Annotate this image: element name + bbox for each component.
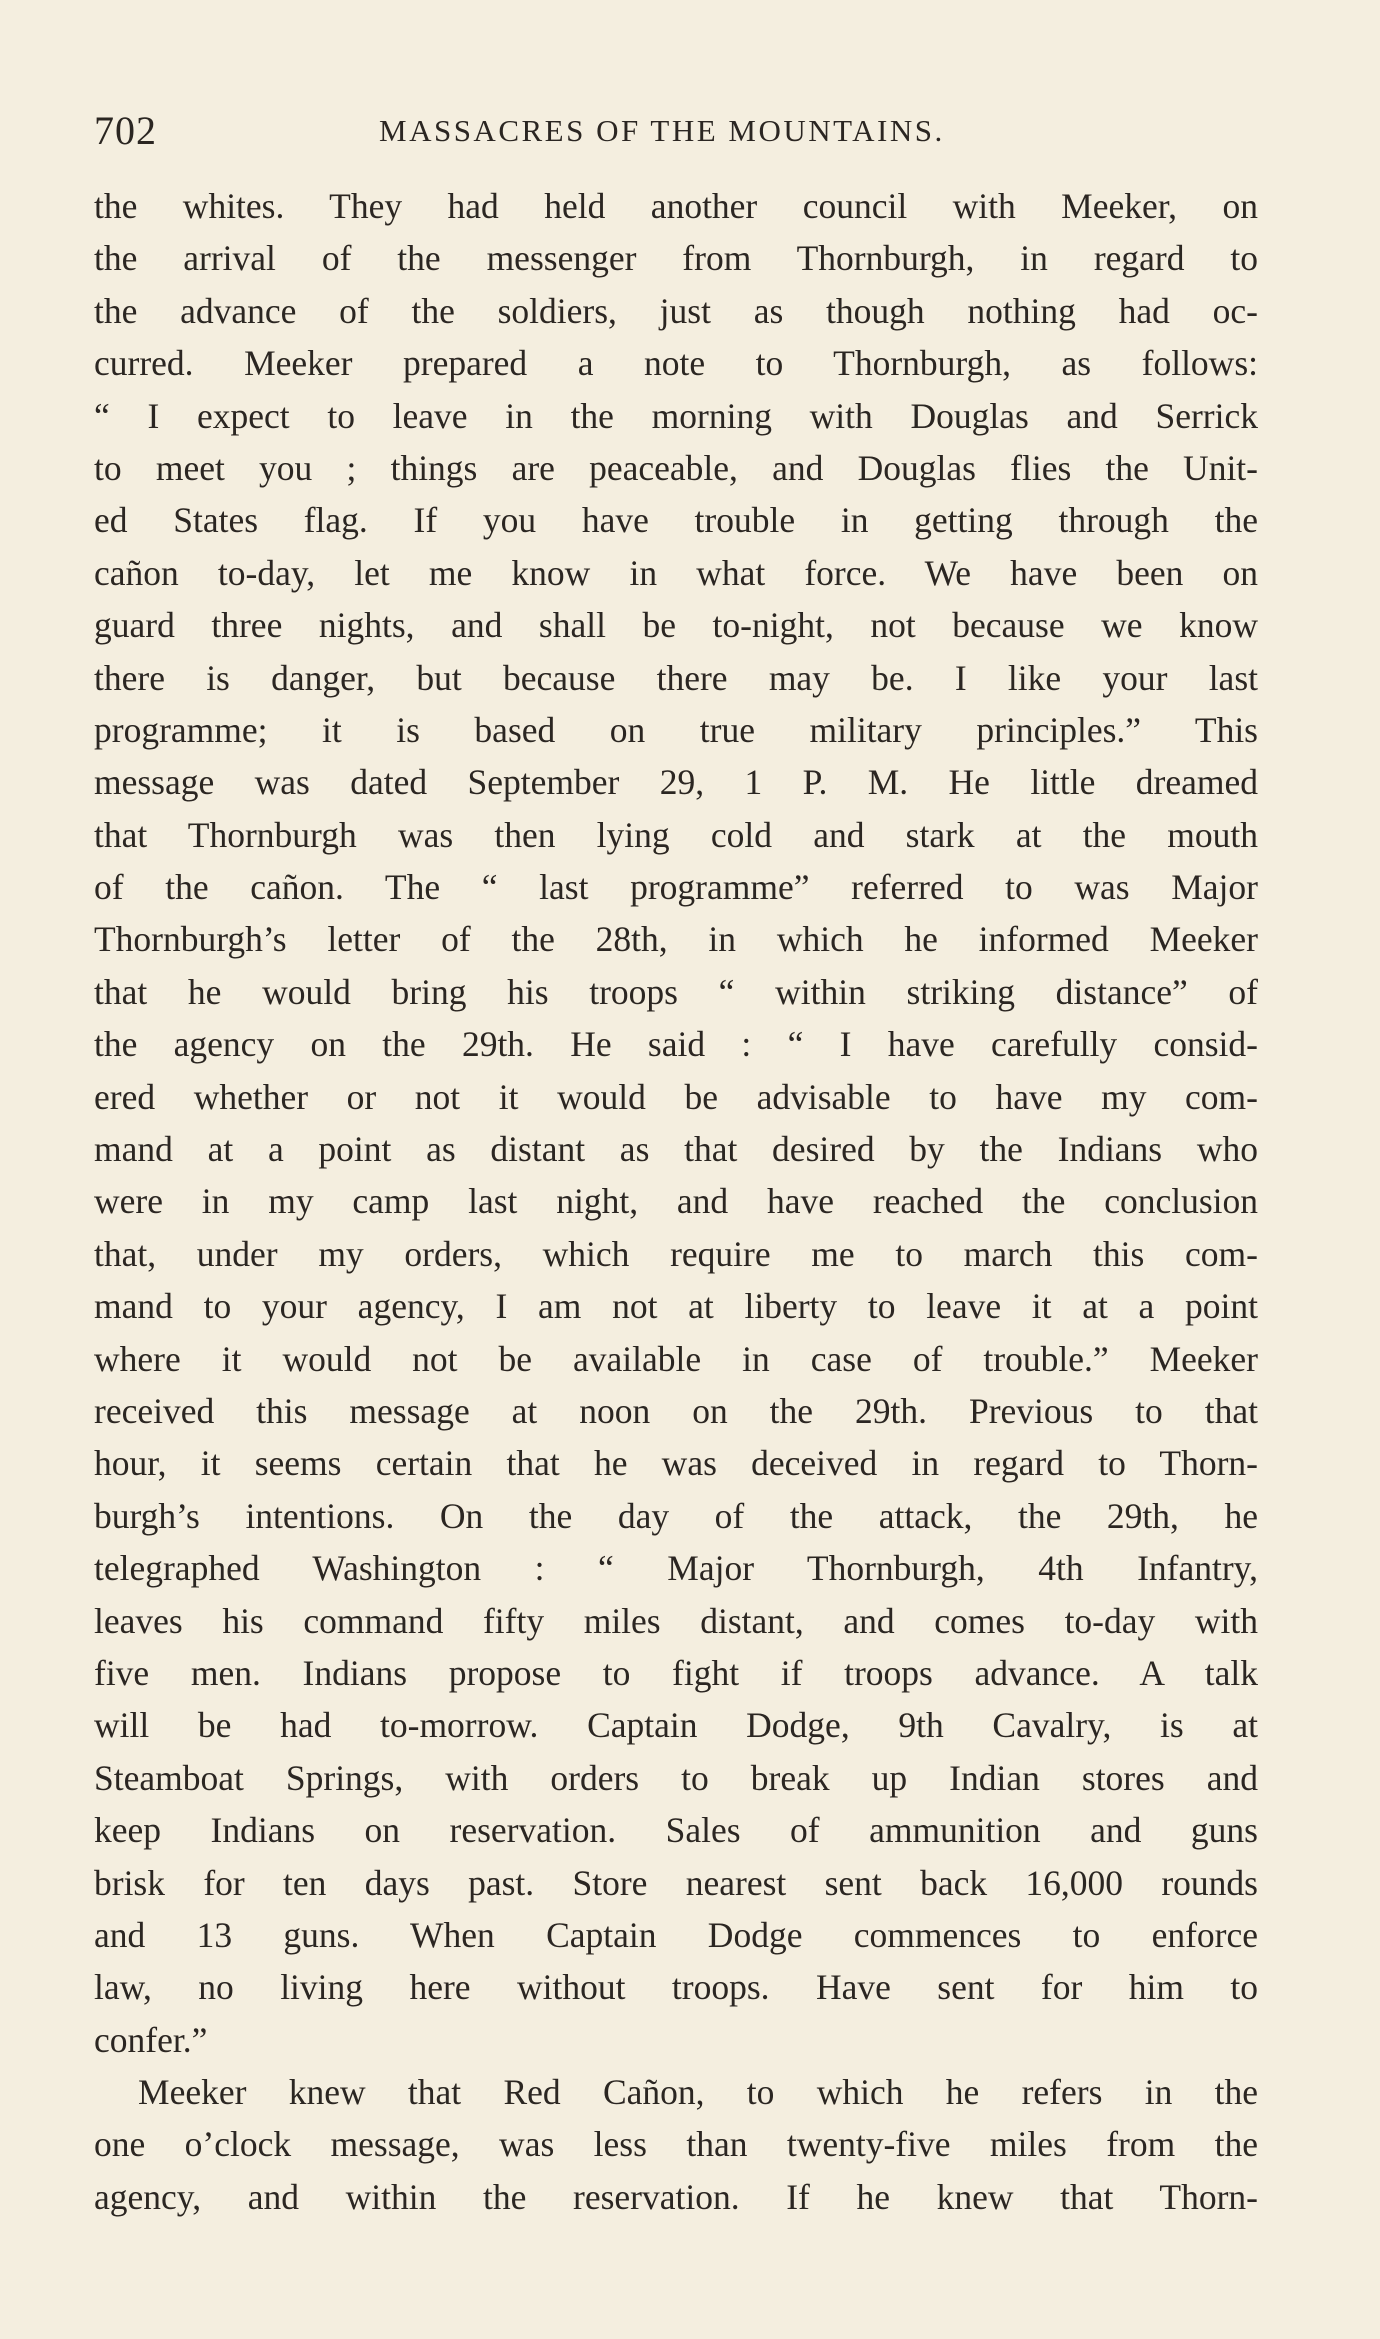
text-line: Thornburgh’s letter of the 28th, in which he informed Meeker [94,919,1258,960]
text-line: five men. Indians propose to fight if troops advance. A talk [94,1652,1258,1693]
text-line: will be had to-morrow. Captain Dodge, 9th Cavalry, is at [94,1705,1258,1746]
text-line: of the cañon. The “ last programme” referred to was Major [94,867,1258,908]
running-head: MASSACRES OF THE MOUNTAINS. [379,113,945,148]
text-line: telegraphed Washington : “ Major Thornburgh, 4th Infantry, [94,1548,1258,1589]
text-line: ed States flag. If you have trouble in getting through the [94,500,1258,541]
text-line: mand to your agency, I am not at liberty to leave it at a point [94,1286,1258,1327]
text-line: mand at a point as distant as that desired by the Indians who [94,1129,1258,1170]
text-line: law, no living here without troops. Have sent for him to [94,1967,1258,2008]
text-line: confer.” [94,2019,208,2060]
text-line: guard three nights, and shall be to-night, not because we know [94,605,1258,646]
text-line: agency, and within the reservation. If he knew that Thorn- [94,2176,1258,2217]
text-line: one o’clock message, was less than twenty-five miles from the [94,2124,1258,2165]
text-line: programme; it is based on true military principles.” This [94,709,1258,750]
text-line: leaves his command fifty miles distant, and comes to-day with [94,1600,1258,1641]
text-line: brisk for ten days past. Store nearest sent back 16,000 rounds [94,1862,1258,1903]
text-line: cañon to-day, let me know in what force. We have been on [94,552,1258,593]
text-line: the agency on the 29th. He said : “ I have carefully consid- [94,1024,1258,1065]
text-line: curred. Meeker prepared a note to Thornburgh, as follows: [94,343,1258,384]
text-line: to meet you ; things are peaceable, and Douglas flies the Unit- [94,447,1258,488]
text-line: and 13 guns. When Captain Dodge commences to enforce [94,1914,1258,1955]
text-line: were in my camp last night, and have reached the conclusion [94,1181,1258,1222]
page-header [94,106,1274,156]
text-line: Steamboat Springs, with orders to break up Indian stores and [94,1757,1258,1798]
text-line: the advance of the soldiers, just as though nothing had oc- [94,290,1258,331]
body-text [94,180,1258,2223]
text-line: that he would bring his troops “ within striking distance” of [94,971,1258,1012]
text-line: message was dated September 29, 1 P. M. He little dreamed [94,762,1258,803]
text-line: Meeker knew that Red Cañon, to which he refers in the [138,2072,1258,2113]
text-line: there is danger, but because there may be. I like your last [94,657,1258,698]
page-number: 702 [94,108,157,153]
text-line: keep Indians on reservation. Sales of ammunition and guns [94,1810,1258,1851]
text-line: where it would not be available in case of trouble.” Meeker [94,1338,1258,1379]
text-line: “ I expect to leave in the morning with Douglas and Serrick [94,395,1258,436]
text-line: the arrival of the messenger from Thornburgh, in regard to [94,238,1258,279]
text-line: received this message at noon on the 29th. Previous to that [94,1390,1258,1431]
text-line: ered whether or not it would be advisable to have my com- [94,1076,1258,1117]
text-line: that, under my orders, which require me to march this com- [94,1233,1258,1274]
text-line: hour, it seems certain that he was deceived in regard to Thorn- [94,1443,1258,1484]
text-line: burgh’s intentions. On the day of the attack, the 29th, he [94,1495,1258,1536]
text-line: that Thornburgh was then lying cold and stark at the mouth [94,814,1258,855]
text-line: the whites. They had held another council with Meeker, on [94,186,1258,226]
